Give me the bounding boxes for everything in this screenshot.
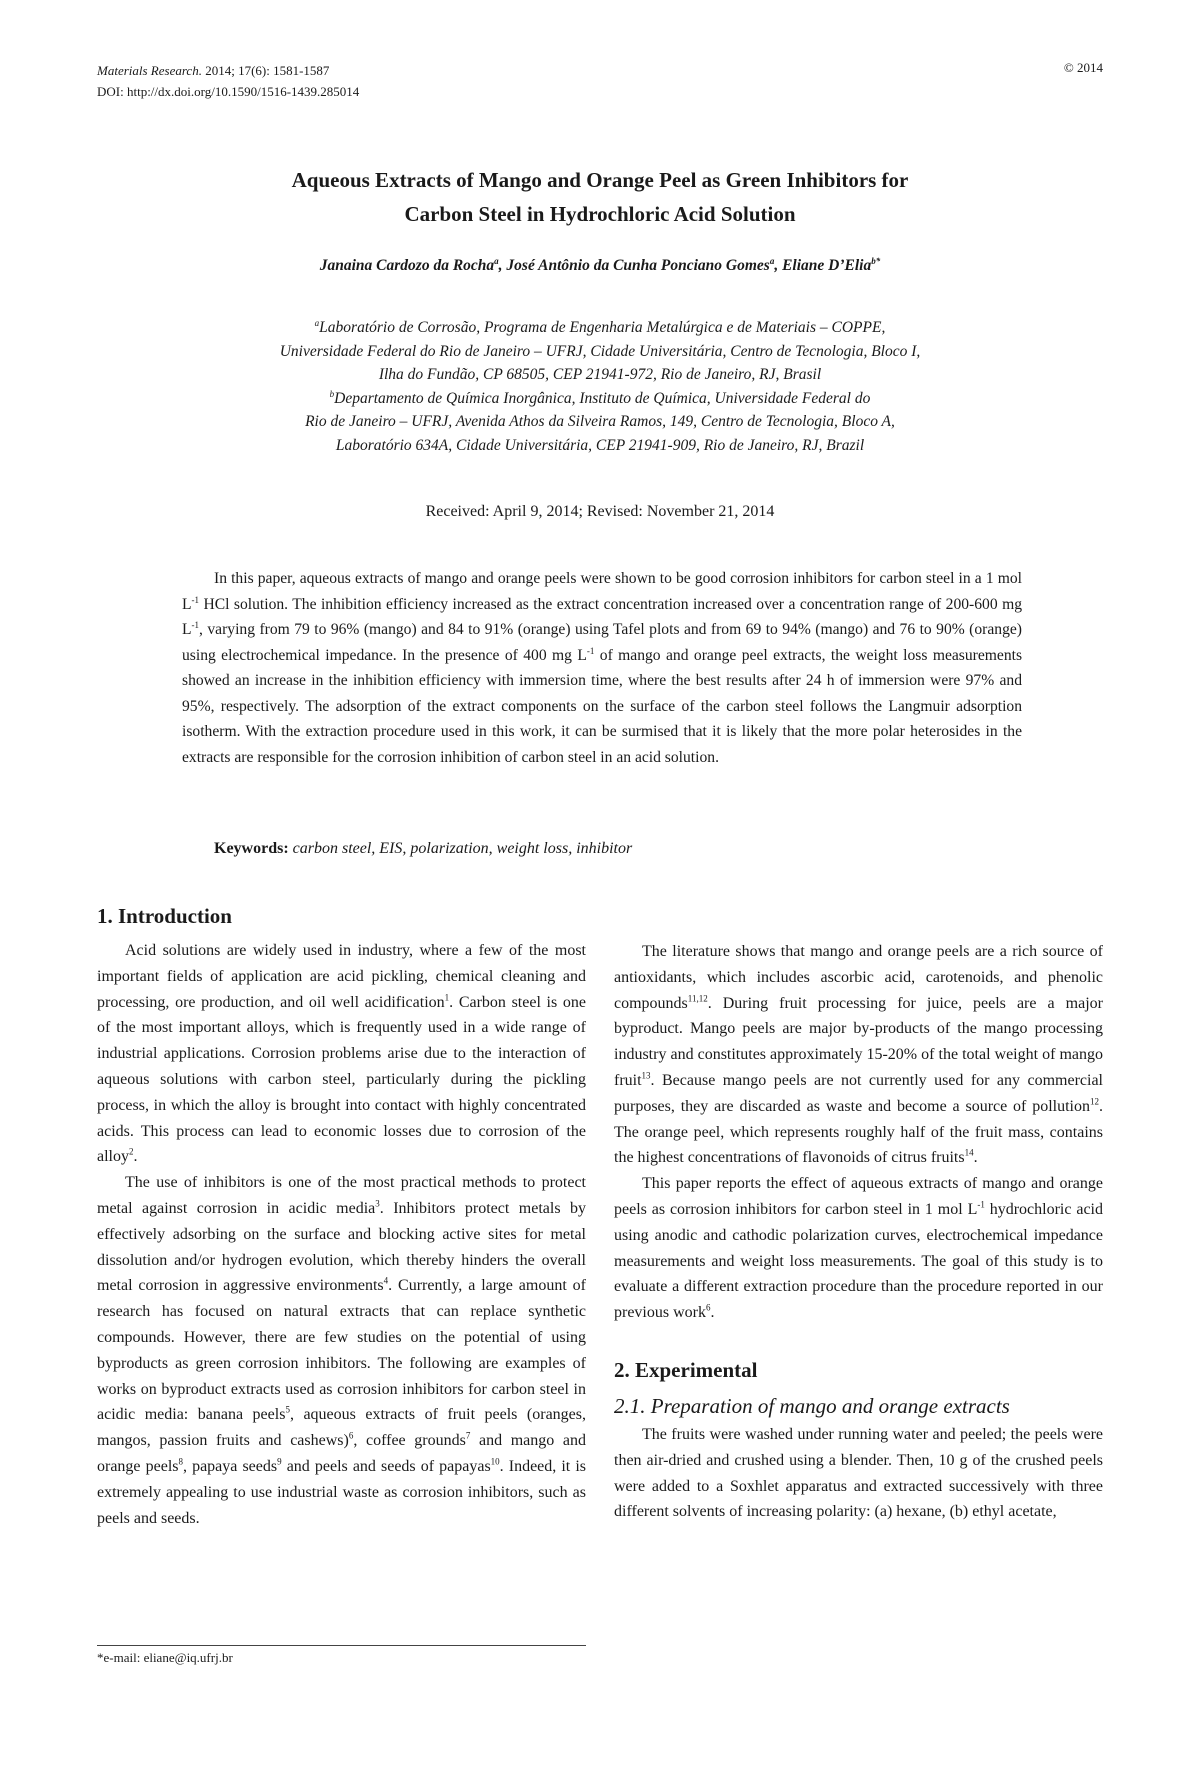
body-text: hydrochloric acid using anodic and cathodic polarization curves, electrochemical impedance measurements and weight loss measurements. The goal of this study is to evaluate a different extraction procedure than the procedure reported in our previous work (614, 1200, 1103, 1322)
citation-ref: 11,12 (687, 993, 708, 1004)
body-text: , coffee grounds (353, 1432, 466, 1450)
affil-marker: b (329, 388, 335, 399)
author-1: Janaina Cardozo da Rocha (319, 257, 495, 274)
section-heading-introduction: 1. Introduction (97, 904, 232, 928)
body-text: The literature shows that mango and orange peels are a rich source of antioxidants, which includes ascorbic acid, carotenoids, and phenolic compounds (614, 943, 1103, 1012)
footnote-email: *e-mail: eliane@iq.ufrj.br (97, 1650, 233, 1665)
body-text: . Inhibitors protect metals by effectively adsorbing on the surface and blocking active sites for metal dissolution and/or hydrogen evolution, which thereby hinders the overall metal corrosion in aggressive environments (97, 1199, 586, 1295)
body-text: This paper reports the effect of aqueous extracts of mango and orange peels as corrosion inhibitors for carbon steel in 1 mol L (614, 1175, 1103, 1218)
paragraph (614, 939, 1103, 1171)
affil-marker: a (314, 317, 320, 328)
body-text: . The orange peel, which represents roughly half of the fruit mass, contains the highest concentrations of flavonoids of citrus fruits (614, 1097, 1103, 1167)
paragraph (614, 1171, 1103, 1326)
body-text: . (133, 1148, 138, 1166)
author-3-affil: b* (871, 255, 881, 266)
author-2-affil: a (769, 255, 775, 266)
authors (100, 257, 1100, 275)
citation-ref: 2 (129, 1147, 134, 1158)
affiliation-b-line: Rio de Janeiro – UFRJ, Avenida Athos da Silveira Ramos, 149, Centro de Tecnologia, Bloco A, (305, 413, 895, 430)
author-1-affil: a (494, 255, 499, 266)
citation-ref: 3 (375, 1198, 380, 1209)
citation-ref: 7 (465, 1430, 471, 1441)
author-sep: , (774, 257, 783, 274)
title-line-1: Aqueous Extracts of Mango and Orange Peel as Green Inhibitors for (291, 168, 909, 192)
superscript: -1 (977, 1199, 985, 1210)
body-text: . Indeed, it is extremely appealing to use industrial waste as corrosion inhibitors, such as peels and seeds. (97, 1457, 586, 1527)
section-heading-experimental: 2. Experimental (614, 1357, 758, 1382)
body-text: . Currently, a large amount of research has focused on natural extracts that can replace synthetic compounds. However, there are few studies on the potential of using byproducts as green corrosion inhibitors. The following are examples of works on byproduct extracts used as corrosion inhibitors for carbon steel in acidic media: banana peels (97, 1277, 586, 1424)
author-2: José Antônio da Cunha Ponciano Gomes (506, 257, 770, 274)
keywords (214, 840, 632, 858)
paragraph (97, 1170, 586, 1531)
citation-ref: 6 (348, 1430, 354, 1441)
left-column (97, 902, 586, 1531)
body-text: . Because mango peels are not currently used for any commercial purposes, they are discarded as waste and become a source of pollution (614, 1071, 1103, 1115)
citation-ref: 8 (178, 1456, 183, 1467)
body-text: . (973, 1149, 978, 1167)
citation-ref: 5 (285, 1405, 290, 1416)
affiliation-b-line: Laboratório 634A, Cidade Universitária, CEP 21941-909, Rio de Janeiro, RJ, Brazil (335, 436, 865, 454)
superscript: -1 (586, 645, 595, 656)
affil-text: Departamento de Química Inorgânica, Instituto de Química, Universidade Federal do (334, 389, 871, 407)
citation-ref: 14 (964, 1148, 974, 1159)
received-dates: Received: April 9, 2014; Revised: November 21, 2014 (425, 503, 775, 520)
citation-ref: 12 (1090, 1096, 1099, 1107)
superscript: -1 (191, 619, 200, 630)
affiliation-a-line (100, 316, 1100, 340)
right-column (614, 939, 1103, 1525)
abstract-text: In this paper, aqueous extracts of mango and orange peels were shown to be good corrosion inhibitors for carbon steel in a 1 mol L (182, 570, 1022, 613)
affil-text: Laboratório de Corrosão, Programa de Engenharia Metalúrgica e de Materiais – COPPE, (319, 319, 886, 336)
footnote-divider (97, 1645, 586, 1646)
paragraph (97, 938, 586, 1170)
body-text: and mango and orange peels (97, 1432, 587, 1475)
abstract-text: , varying from 79 to 96% (mango) and 84 to 91% (orange) using Tafel plots and from 69 to 94% (mango) and 76 to 90% (orange) using electrochemical impedance. In the presence of 400 mg L (182, 621, 1022, 664)
affiliation-b-line (100, 387, 1100, 411)
affiliation-a-line: Ilha do Fundão, CP 68505, CEP 21941-972, Rio de Janeiro, RJ, Brasil (378, 366, 822, 383)
body-text: Acid solutions are widely used in industry, where a few of the most important fields of application are acid pickling, chemical cleaning and processing, ore production, and oil well acidification (97, 942, 586, 1011)
abstract-text: of mango and orange peel extracts, the weight loss measurements showed an increase in the inhibition efficiency with immersion time, where the best results after 24 h of immersion were 97% and 95%, respectively. The adsorption of the extract components on the surface of the carbon steel follows the Langmuir adsorption isotherm. With the extraction procedure used in this work, it can be surmised that it is likely that the more polar heterosides in the extracts are responsible for the corrosion inhibition of carbon steel in an acid solution. (182, 646, 1023, 766)
body-text: . (710, 1304, 715, 1322)
citation-ref: 6 (705, 1302, 711, 1313)
title-line-2: Carbon Steel in Hydrochloric Acid Solution (404, 202, 796, 226)
paragraph: The fruits were washed under running water and peeled; the peels were then air-dried and crushed using a blender. Then, 10 g of the crushed peels were added to a Soxhlet apparatus and extracted successively with three different solvents of increasing polarity: (a) hexane, (b) ethyl acetate, (614, 1425, 1103, 1521)
citation: 2014; 17(6): 1581-1587 (201, 63, 330, 78)
journal-citation (97, 60, 359, 81)
affiliations (100, 316, 1100, 457)
keywords-label: Keywords: (214, 840, 289, 857)
doi: DOI: http://dx.doi.org/10.1590/1516-1439.285014 (97, 84, 360, 99)
running-header (97, 60, 359, 102)
body-text: , papaya seeds (182, 1457, 278, 1475)
journal-name: Materials Research. (97, 63, 202, 78)
affiliation-a-line: Universidade Federal do Rio de Janeiro – UFRJ, Cidade Universitária, Centro de Tecnologia, Bloco I, (279, 342, 921, 360)
body-text: . Carbon steel is one of the most important alloys, which is frequently used in a wide range of industrial applications. Corrosion problems arise due to the interaction of aqueous solutions with carbon steel, particularly during the pickling process, in which the alloy is brought into contact with highly concentrated acids. This process can lead to economic losses due to corrosion of the alloy (97, 993, 586, 1166)
paper-title (100, 163, 1100, 231)
author-3: Eliane D’Elia (782, 257, 872, 274)
abstract-text: HCl solution. The inhibition efficiency increased as the extract concentration increased over a concentration range of 200-600 mg L (182, 595, 1022, 638)
keywords-text: carbon steel, EIS, polarization, weight loss, inhibitor (288, 840, 633, 857)
author-sep: , (498, 257, 507, 274)
subsection-heading: 2.1. Preparation of mango and orange extracts (614, 1393, 1010, 1418)
body-text: The use of inhibitors is one of the most practical methods to protect metal against corrosion in acidic media (97, 1174, 586, 1217)
citation-ref: 13 (641, 1070, 651, 1081)
citation-ref: 4 (383, 1276, 389, 1287)
body-text: . During fruit processing for juice, peels are a major byproduct. Mango peels are major by-products of the mango processing industry and constitutes approximately 15-20% of the total weight of mango fruit (614, 994, 1103, 1089)
citation-ref: 10 (490, 1456, 500, 1467)
abstract (182, 566, 1022, 770)
citation-ref: 9 (277, 1456, 282, 1467)
body-text: , aqueous extracts of fruit peels (oranges, mangos, passion fruits and cashews) (97, 1406, 586, 1450)
body-text: and peels and seeds of papayas (281, 1457, 491, 1475)
copyright: © 2014 (1063, 60, 1103, 75)
superscript: -1 (191, 594, 200, 605)
citation-ref: 1 (444, 992, 450, 1003)
